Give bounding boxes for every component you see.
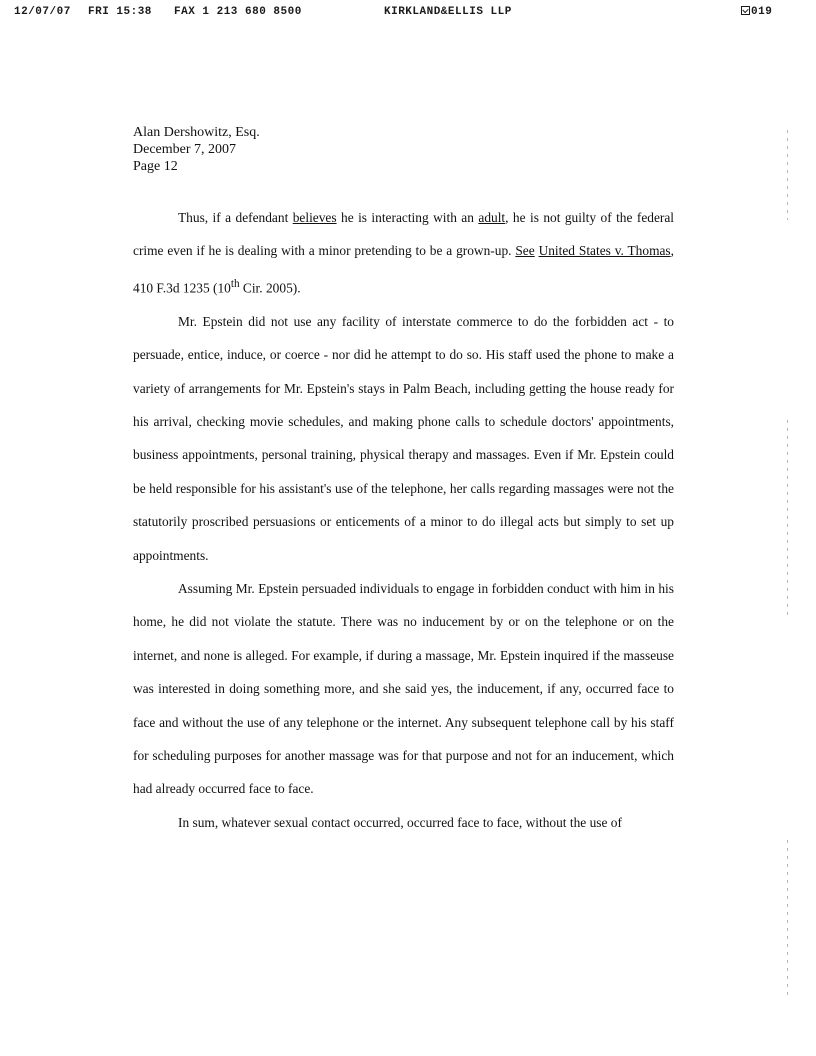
p1-text-2: he is interacting with an [336, 210, 479, 225]
paragraph-1 [133, 201, 674, 305]
fax-time: FRI 15:38 [88, 6, 152, 18]
page-label: Page 12 [133, 159, 178, 174]
scan-edge-artifact [787, 420, 788, 620]
p1-superscript: th [230, 277, 240, 290]
fax-number: FAX 1 213 680 8500 [174, 6, 302, 18]
p1-text-6: Cir. 2005). [239, 280, 301, 296]
paragraph-3: Assuming Mr. Epstein persuaded individuals to engage in forbidden conduct with him in his home, he did not violate the statute. There was no inducement by or on the telephone or on the internet, and none is alleged. For example, if during a massage, Mr. Epstein inquired if the masseuse was interested in doing something more, and she said yes, the inducement, if any, occurred face to face and without the use of any telephone or the internet. Any subsequent telephone call by his staff for scheduling purposes for another massage was for that purpose and not for an inducement, which had already occurred face to face. [133, 580, 674, 797]
scan-edge-artifact [787, 840, 788, 1000]
letter-date: December 7, 2007 [133, 142, 237, 157]
p1-text-1: Thus, if a defendant [178, 210, 293, 225]
fax-date: 12/07/07 [14, 6, 71, 18]
fax-header [0, 6, 816, 22]
fax-firm-name: KIRKLAND&ELLIS LLP [384, 6, 512, 18]
fax-page-icon [741, 6, 750, 15]
fax-page-number: 019 [751, 6, 773, 18]
p1-text-5: , 410 F.3d 1235 (10 [133, 243, 674, 296]
p1-text-3: , he is not guilty of the federal crime even if he is dealing with a minor pretending to be a grown-up. [133, 210, 675, 259]
scan-edge-artifact [787, 130, 788, 220]
letter-body [133, 201, 674, 839]
p1-underline-see: See [515, 243, 535, 259]
addressee-name: Alan Dershowitz, Esq. [133, 125, 260, 140]
paragraph-4: In sum, whatever sexual contact occurred, occurred face to face, without the use of [178, 814, 622, 830]
p1-underline-adult: adult [478, 210, 506, 225]
fax-page-indicator [741, 6, 773, 18]
addressee-block [133, 124, 260, 175]
paragraph-2: Mr. Epstein did not use any facility of interstate commerce to do the forbidden act - to persuade, entice, induce, or coerce - nor did he attempt to do so. His staff used the phone to make a variety of arrangements for Mr. Epstein's stays in Palm Beach, including getting the house ready for his arrival, checking movie schedules, and making phone calls to schedule doctors' appointments, business appointments, personal training, physical therapy and massages. Even if Mr. Epstein could be held responsible for his assistant's use of the telephone, her calls regarding massages were not the statutorily proscribed persuasions or enticements of a minor to do illegal acts but simply to set up appointments. [133, 313, 674, 563]
p1-underline-believes: believes [292, 210, 337, 225]
p1-case-name: United States v. Thomas [538, 243, 671, 259]
